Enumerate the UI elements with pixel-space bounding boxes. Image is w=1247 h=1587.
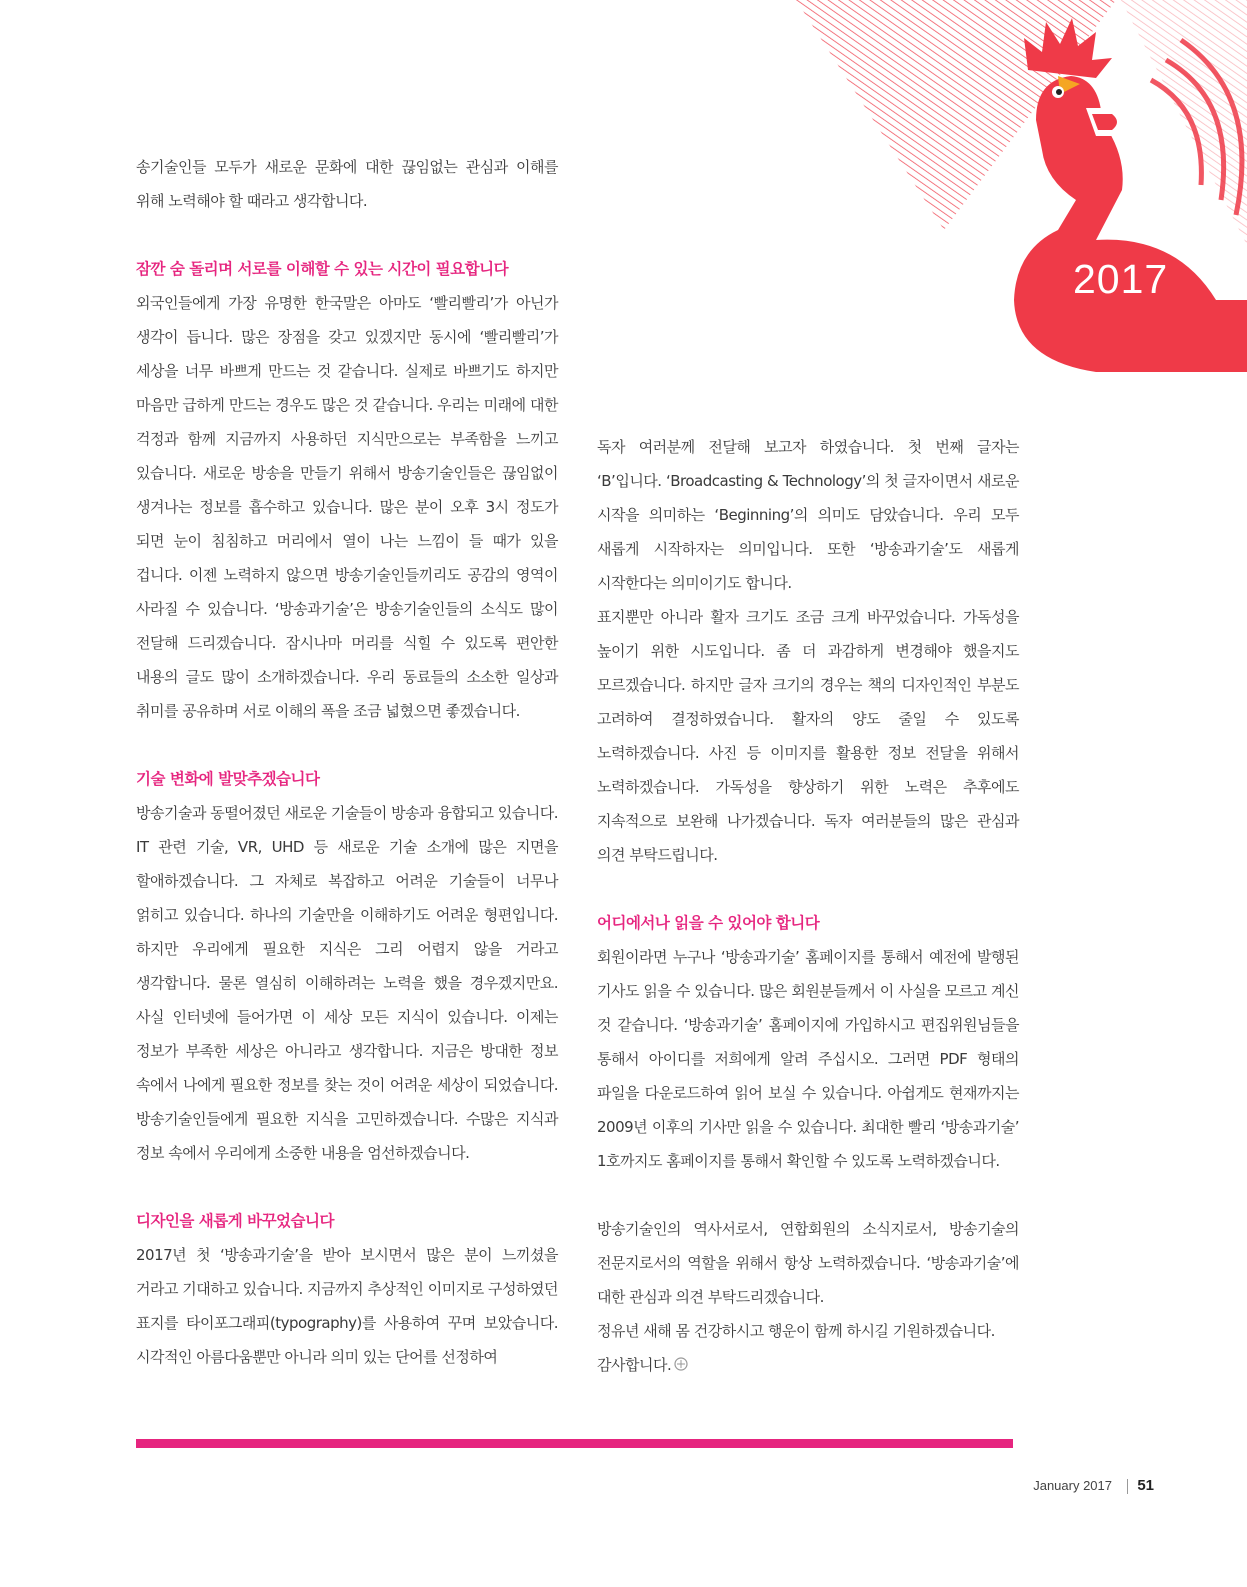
section-heading: 디자인을 새롭게 바꾸었습니다 xyxy=(136,1212,334,1230)
section-heading: 잠깐 숨 돌리며 서로를 이해할 수 있는 시간이 필요합니다 xyxy=(136,260,509,278)
section-body: 방송기술과 동떨어졌던 새로운 기술들이 방송과 융합되고 있습니다. IT 관련 기술, VR, UHD 등 새로운 기술 소개에 많은 지면을 할애하겠습니다. 그 자체로 복잡하고 어려운 기술들이 너무나 얽히고 있습니다. 하나의 기술만을 이해하기도 어려운 형편입니다. 하지만 우리에게 필요한 지식은 그리 어렵지 않을 거라고 생각합니다. 물론 열심히 이해하려는 노력을 했을 경우겠지만요. 사실 인터넷에 들어가면 이 세상 모든 지식이 있습니다. 이제는 정보가 부족한 세상은 아니라고 생각합니다. 지금은 방대한 정보 속에서 나에게 필요한 정보를 찾는 것이 어려운 세상이 되었습니다. 방송기술인들에게 필요한 지식을 고민하겠습니다. 수많은 지식과 정보 속에서 우리에게 소중한 내용을 엄선하겠습니다. xyxy=(136,804,558,1162)
body-paragraph: 표지뿐만 아니라 활자 크기도 조금 크게 바꾸었습니다. 가독성을 높이기 위한 시도입니다. 좀 더 과감하게 변경해야 했을지도 모르겠습니다. 하지만 글자 크기의 경우는 책의 디자인적인 부분도 고려하여 결정하였습니다. 활자의 양도 줄일 수 있도록 노력하겠습니다. 사진 등 이미지를 활용한 정보 전달을 위해서 노력하겠습니다. 가독성을 향상하기 위한 노력은 추후에도 지속적으로 보완해 나가겠습니다. 독자 여러분들의 많은 관심과 의견 부탁드립니다. xyxy=(597,608,1019,864)
page-footer xyxy=(1010,1478,1170,1498)
section-heading: 기술 변화에 발맞추겠습니다 xyxy=(136,770,320,788)
closing-paragraph: 방송기술인의 역사서로서, 연합회원의 소식지로서, 방송기술의 전문지로서의 역할을 위해서 항상 노력하겠습니다. ‘방송과기술’에 대한 관심과 의견 부탁드리겠습니다. xyxy=(597,1220,1019,1306)
section-body: 회원이라면 누구나 ‘방송과기술’ 홈페이지를 통해서 예전에 발행된 기사도 읽을 수 있습니다. 많은 회원분들께서 이 사실을 모르고 계신 것 같습니다. ‘방송과기술’ 홈페이지에 가입하시고 편집위원님들을 통해서 아이디를 저희에게 알려 주십시오. 그러면 PDF 형태의 파일을 다운로드하여 읽어 보실 수 있습니다. 아쉽게도 현재까지는 2009년 이후의 기사만 읽을 수 있습니다. 최대한 빨리 ‘방송과기술’ 1호까지도 홈페이지를 통해서 확인할 수 있도록 노력하겠습니다. xyxy=(597,948,1019,1170)
footer-divider xyxy=(1127,1479,1128,1494)
issue-date: January 2017 xyxy=(1033,1478,1112,1493)
cover-year: 2017 xyxy=(1073,256,1169,302)
left-column xyxy=(136,150,558,1374)
page-number: 51 xyxy=(1137,1477,1154,1494)
section-body: 2017년 첫 ‘방송과기술’을 받아 보시면서 많은 분이 느끼셨을 거라고 기대하고 있습니다. 지금까지 추상적인 이미지로 구성하였던 표지를 타이포그래피(typography)를 사용하여 꾸며 보았습니다. 시각적인 아름다움뿐만 아니라 의미 있는 단어를 선정하여 xyxy=(136,1246,558,1366)
closing-paragraph: 정유년 새해 몸 건강하시고 행운이 함께 하시길 기원하겠습니다. xyxy=(597,1322,995,1340)
accent-rule xyxy=(136,1439,1013,1448)
closing-line xyxy=(597,1348,1019,1382)
right-column xyxy=(597,430,1019,1382)
closing-thanks: 감사합니다. xyxy=(597,1356,672,1374)
section-body: 외국인들에게 가장 유명한 한국말은 아마도 ‘빨리빨리’가 아닌가 생각이 듭니다. 많은 장점을 갖고 있겠지만 동시에 ‘빨리빨리’가 세상을 너무 바쁘게 만드는 것 같습니다. 실제로 바쁘기도 하지만 마음만 급하게 만드는 경우도 많은 것 같습니다. 우리는 미래에 대한 걱정과 함께 지금까지 사용하던 지식만으로는 부족함을 느끼고 있습니다. 새로운 방송을 만들기 위해서 방송기술인들은 끊임없이 생겨나는 정보를 흡수하고 있습니다. 많은 분이 오후 3시 정도가 되면 눈이 침침하고 머리에서 열이 나는 느낌이 들 때가 있을 겁니다. 이젠 노력하지 않으면 방송기술인들끼리도 공감의 영역이 사라질 수 있습니다. ‘방송과기술’은 방송기술인들의 소식도 많이 전달해 드리겠습니다. 잠시나마 머리를 식힐 수 있도록 편안한 내용의 글도 많이 소개하겠습니다. 우리 동료들의 소소한 일상과 취미를 공유하며 서로 이해의 폭을 조금 넓혔으면 좋겠습니다. xyxy=(136,294,558,720)
end-mark-icon xyxy=(673,1357,689,1371)
rooster-illustration xyxy=(796,0,1247,372)
body-paragraph: 독자 여러분께 전달해 보고자 하였습니다. 첫 번째 글자는 ‘B’입니다. ‘Broadcasting & Technology’의 첫 글자이면서 새로운 시작을 의미하는 ‘Beginning’의 의미도 담았습니다. 우리 모두 새롭게 시작하자는 의미입니다. 또한 ‘방송과기술’도 새롭게 시작한다는 의미이기도 합니다. xyxy=(597,438,1019,592)
section-heading: 어디에서나 읽을 수 있어야 합니다 xyxy=(597,914,820,932)
intro-paragraph: 송기술인들 모두가 새로운 문화에 대한 끊임없는 관심과 이해를 위해 노력해야 할 때라고 생각합니다. xyxy=(136,158,558,210)
